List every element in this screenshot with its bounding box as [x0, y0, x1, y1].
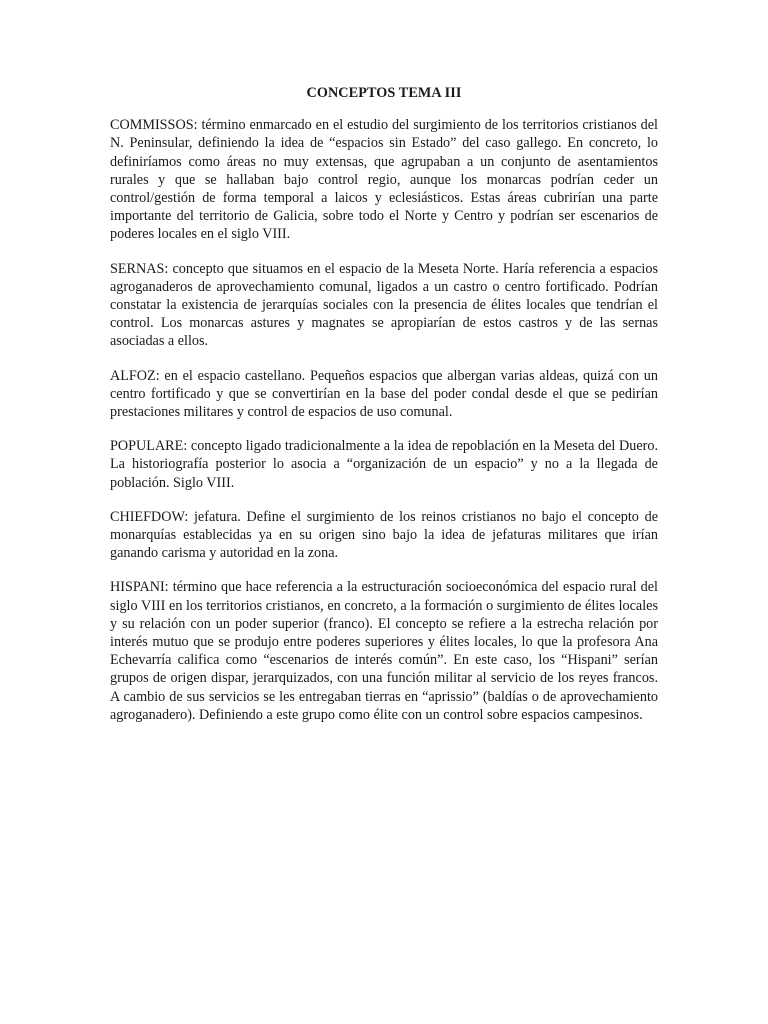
paragraph-alfoz: ALFOZ: en el espacio castellano. Pequeños espacios que albergan varias aldeas, quizá con un centro fortificado y que se convertirían en la base del poder condal desde el que se pedirían prestaciones militares y control de espacios de uso comunal.	[110, 367, 658, 421]
paragraph-commissos: COMMISSOS: término enmarcado en el estudio del surgimiento de los territorios cristianos del N. Peninsular, definiendo la idea de “espacios sin Estado” del caso gallego. En concreto, lo definiríamos como áreas no muy extensas, que agrupaban a un conjunto de asentamientos rurales y que se hallaban bajo control regio, aunque los monarcas podrían ceder un control/gestión de forma temporal a laicos y eclesiásticos. Estas áreas cubrirían una parte importante del territorio de Galicia, sobre todo el Norte y Centro y podrían ser escenarios de poderes locales en el siglo VIII.	[110, 117, 658, 243]
paragraph-sernas: SERNAS: concepto que situamos en el espacio de la Meseta Norte. Haría referencia a espacios agroganaderos de aprovechamiento comunal, ligados a un castro o centro fortificado. Podrían constatar la existencia de jerarquías sociales con la presencia de élites locales que tendrían el control. Los monarcas astures y magnates se apropiarían de estos castros y de las sernas asociadas a ellos.	[110, 260, 658, 350]
document-page	[110, 84, 658, 740]
document-title: CONCEPTOS TEMA III	[306, 85, 462, 101]
paragraph-hispani: HISPANI: término que hace referencia a la estructuración socioeconómica del espacio rural del siglo VIII en los territorios cristianos, en concreto, a la formación o surgimiento de élites locales y su relación con un poder superior (franco). El concepto se refiere a la estrecha relación por interés mutuo que se produjo entre poderes superiores y élites locales, lo que la profesora Ana Echevarría califica como “escenarios de interés común”. En este caso, los “Hispani” serían grupos de origen dispar, jerarquizados, con una función militar al servicio de los reyes francos. A cambio de sus servicios se les entregaban tierras en “aprissio” (baldías o de aprovechamiento agroganadero). Definiendo a este grupo como élite con un control sobre espacios campesinos.	[110, 579, 658, 723]
paragraph-populare: POPULARE: concepto ligado tradicionalmente a la idea de repoblación en la Meseta del Duero. La historiografía posterior lo asocia a “organización de un espacio” y no a la llegada de población. Siglo VIII.	[110, 438, 658, 491]
paragraph-chiefdow: CHIEFDOW: jefatura. Define el surgimiento de los reinos cristianos no bajo el concepto de monarquías establecidas ya en su origen sino bajo la idea de jefaturas militares que irían ganando carisma y autoridad en la zona.	[110, 508, 658, 562]
